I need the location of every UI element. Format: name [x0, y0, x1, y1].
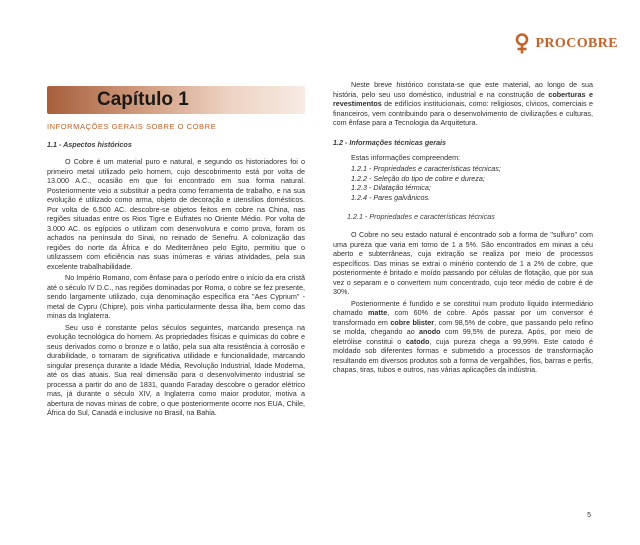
list-item: 1.2.2 - Seleção do tipo de cobre e dureza; — [351, 173, 485, 183]
historical-paragraph-1: O Cobre é um material puro e natural, e segundo os historiadores foi o primeiro metal utilizado pelo homem, cujo descobrimento está por volta de 13.000 A.C., ocasião em que foi encontrado em sua forma natural. Posteriormente veio a substituir a pedra como ferramenta de trabalho, e na sua evolução é utilizado como arma, objeto de decoração e utensílios domésticos. Por volta de 6.500 AC. descobre-se objetos feitos em cobre na China, nas regiões situadas entre os Rios Tigre e Eufrates no Oriente Médio. Por volta de 3.000 AC. os egípcios o utilizam com desenvolvura e como prova, foram os achados na península do Sinai, no reinado de Senefru. A colonização das regiões do norte da África e do Mediterrâneo pelo Egito, permitiu que o utilizassem com eficiência nas suas inúmeras e várias atividades, pela sua excelente trabalhabilidade. — [47, 157, 305, 271]
properties-paragraph-1: O Cobre no seu estado natural é encontrado sob a forma de "sulfuro" com uma pureza que varia em torno de 1 a 5%. São encontrados em minas a céu aberto e subterrâneas, cuja extração se realiza por meio de processos específicos. Das minas se extrai o minério contendo de 1 a 2% de cobre, que posteriormente é britado e moído passando por células de flotação, que por sua vez o separam e o convertem num concentrado, cujo teor médio de cobre é de 30%. — [333, 230, 593, 296]
left-column — [47, 86, 305, 418]
section-title-technical: 1.2 - Informações técnicas gerais — [333, 137, 447, 147]
text-run: , com 60% de cobre. Após passar por um conversor é transformado em — [333, 308, 593, 327]
technical-intro: Estas informações compreendem: — [351, 152, 461, 162]
subsection-title-properties: 1.2.1 - Propriedades e características técnicas — [347, 212, 495, 221]
text-run: com 99,5% de pureza. Após, por meio de eletrólise constitui o — [333, 327, 593, 346]
text-run: , cuja pureza chega a 99,99%. Este catodo é moldado sob diferentes formas e submetido a processos de transformação resultando em diversos produtos sob a forma de vergalhões, fios, barras e perfis, chapas, tiras, tubos e outros, nas várias aplicações da indústria. — [333, 336, 593, 374]
bold-term-anodo: anodo — [419, 327, 441, 336]
brand-name: PROCOBRE — [535, 35, 618, 51]
section-title-historical: 1.1 - Aspectos históricos — [47, 140, 132, 149]
bold-term-matte: matte — [368, 308, 388, 317]
procobre-logo — [514, 33, 618, 54]
venus-copper-symbol-icon — [514, 33, 530, 54]
historical-conclusion-paragraph — [333, 80, 593, 128]
properties-paragraph-2 — [333, 299, 593, 375]
list-item: 1.2.4 - Pares galvânicos. — [351, 192, 431, 202]
page-number: 5 — [587, 512, 591, 519]
text-run: Posteriormente é fundido e se constitui num produto líquido intermediário chamado — [333, 298, 593, 317]
right-column — [333, 80, 593, 375]
text-run: , com 98,5% de cobre, que passando pelo refino se molda, chegando ao — [333, 317, 594, 336]
bold-term-coberturas: coberturas e revestimentos — [333, 89, 593, 108]
list-item: 1.2.3 - Dilatação térmica; — [351, 183, 431, 192]
text-run: de edifícios institucionais, como: religiosos, cívicos, comerciais e financeiros, vem contribuindo para o desenvolvimento de civilizações e culturas, com ênfase para a Tecnologia da Arquitetura. — [333, 99, 593, 127]
list-item: 1.2.1 - Propriedades e características técnicas; — [351, 164, 501, 173]
chapter-title: Capítulo 1 — [97, 89, 189, 110]
technical-topics-list — [351, 164, 593, 202]
chapter-subtitle: INFORMAÇÕES GERAIS SOBRE O COBRE — [47, 122, 217, 131]
bold-term-catodo: catodo — [405, 336, 430, 346]
historical-paragraph-3: Seu uso é constante pelos séculos seguintes, marcando presença na evolução tecnológica do homem. As propriedades físicas e químicas do cobre e seus derivados como o bronze e o latão, pela sua alta resistência à corrosão e durabilidade, o tornaram de significativa utilidade e funcionalidade, marcando singular presença durante a Idade Média, Revolução Industrial, Idade Moderna, até os dias atuais. Sua real dimensão para o desenvolvimento industrial se processa a partir do ano de 1831, quando Faraday descobre o gerador elétrico mas, já durante o século XIV, a Inglaterra como maior produtor, motiva a abertura de novas minas de cobre, o que posteriormente ocorre nos EUA, Chile, África do Sul, Canadá e inclusive no Brasil, na Bahia. — [47, 322, 305, 417]
bold-term-cobre-blister: cobre blister — [390, 317, 435, 327]
historical-paragraph-2: No Império Romano, com ênfase para o período entre o início da era cristã até o século IV D.C., nas regiões dominadas por Roma, o cobre se fez presente, sendo largamente utilizado, cuja denominação específica era "Aes Cyprium" - metal de Cypru (Chipre), pois vinha particularmente dessa ilha, bem como das minas da Inglaterra. — [47, 273, 305, 320]
text-run: Neste breve histórico constata-se que este material, ao longo de sua história, pelo seu uso doméstico, industrial e na construção de — [333, 80, 593, 99]
chapter-banner — [47, 86, 305, 114]
